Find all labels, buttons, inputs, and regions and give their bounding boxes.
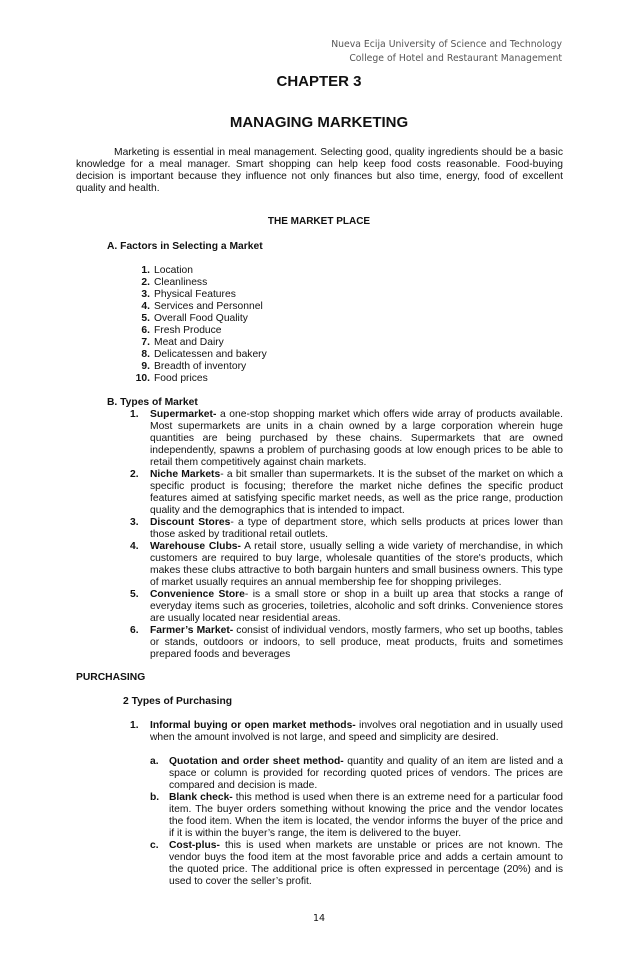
- list-item: 2. Cleanliness: [141, 277, 208, 288]
- list-item: 6. Fresh Produce: [141, 325, 222, 336]
- factors-heading: A. Factors in Selecting a Market: [107, 241, 263, 252]
- types-heading: B. Types of Market: [107, 397, 198, 408]
- list-item: 2. Niche Markets- a bit smaller than supermarkets. It is the subset of the market on which a specific product is focusing; therefore the market niche defines the specific product features aimed at satisfying specific market needs, as well as the price range, production quality and the demographics that is intended to impact.: [130, 469, 563, 516]
- university-name: Nueva Ecija University of Science and Technology: [331, 39, 562, 50]
- list-item: c. Cost-plus- this is used when markets are unstable or prices are not known. The vendor buys the food item at the most favorable price and adds a certain amount to the quoted price. The additional price is often expressed in percentage (20%) and is used to cover the seller’s profit.: [150, 840, 563, 887]
- informal-buying-item: 1. Informal buying or open market methods- involves oral negotiation and in usually used when the amount involved is not large, and speed and simplicity are desired.: [130, 720, 564, 743]
- list-item: 1. Supermarket- a one-stop shopping market which offers wide array of products available. Most supermarkets are units in a chain owned by a large corporation wherein huge quantities are being purchased by these chains. Supermarkets that are owned independently, spawns a problem of purchasing goods at low enough prices to be able to retail them competitively against chain markets.: [130, 409, 563, 468]
- page-number: 14: [312, 913, 326, 924]
- list-item: 9. Breadth of inventory: [141, 361, 247, 372]
- list-item: 4. Services and Personnel: [141, 301, 263, 312]
- purchasing-methods-list: [150, 756, 563, 888]
- page-header: [331, 38, 562, 66]
- intro-paragraph: Marketing is essential in meal management. Selecting good, quality ingredients should be a basic knowledge for a meal manager. Smart shopping can help keep food costs reasonable. Food-buying decision is important because they influence not only finances but also time, energy, food of excellent quality and health.: [76, 147, 563, 194]
- list-item: 4. Warehouse Clubs- A retail store, usually selling a wide variety of merchandise, in which customers are required to buy large, wholesale quantities of the store's products, which makes these clubs attractive to both bargain hunters and small business owners. This type of market usually requires an annual membership fee for shopping privileges.: [130, 541, 563, 588]
- factors-list: [130, 265, 267, 385]
- list-item: 3. Discount Stores- a type of department store, which sells products at prices lower than those asked by traditional retail outlets.: [130, 517, 563, 540]
- list-item: 3. Physical Features: [141, 289, 236, 300]
- list-item: b. Blank check- this method is used when there is an extreme need for a particular food item. The buyer orders something without knowing the price and the vendor locates the food item. When the item is located, the vendor informs the buyer of the price and if it is within the buyer’s range, the item is delivered to the buyer.: [150, 792, 563, 839]
- list-item: 6. Farmer’s Market- consist of individual vendors, mostly farmers, who set up booths, tables or stands, outdoors or indoors, to sell produce, meat products, fruits and sometimes prepared foods and beverages: [130, 625, 564, 660]
- purchasing-subheading: 2 Types of Purchasing: [123, 696, 233, 707]
- list-item: a. Quotation and order sheet method- quantity and quality of an item are listed and a space or column is provided for recording quoted prices of vendors. The prices are compared and decision is made.: [150, 756, 563, 791]
- list-item: 5. Overall Food Quality: [141, 313, 248, 324]
- list-item: 5. Convenience Store- is a small store or shop in a built up area that stocks a range of everyday items such as groceries, toiletries, alcoholic and soft drinks. Convenience stores are usually located near residential areas.: [130, 589, 563, 624]
- section-heading-market-place: THE MARKET PLACE: [267, 216, 371, 227]
- list-item: 7. Meat and Dairy: [141, 337, 224, 348]
- list-item: 1. Location: [141, 265, 193, 276]
- list-item: 8. Delicatessen and bakery: [141, 349, 267, 360]
- market-types-list: [130, 409, 563, 661]
- chapter-heading: CHAPTER 3: [276, 73, 362, 90]
- chapter-title: MANAGING MARKETING: [229, 114, 409, 131]
- college-name: College of Hotel and Restaurant Management: [349, 53, 562, 64]
- list-item: 10. Food prices: [135, 373, 208, 384]
- purchasing-heading: PURCHASING: [76, 672, 146, 683]
